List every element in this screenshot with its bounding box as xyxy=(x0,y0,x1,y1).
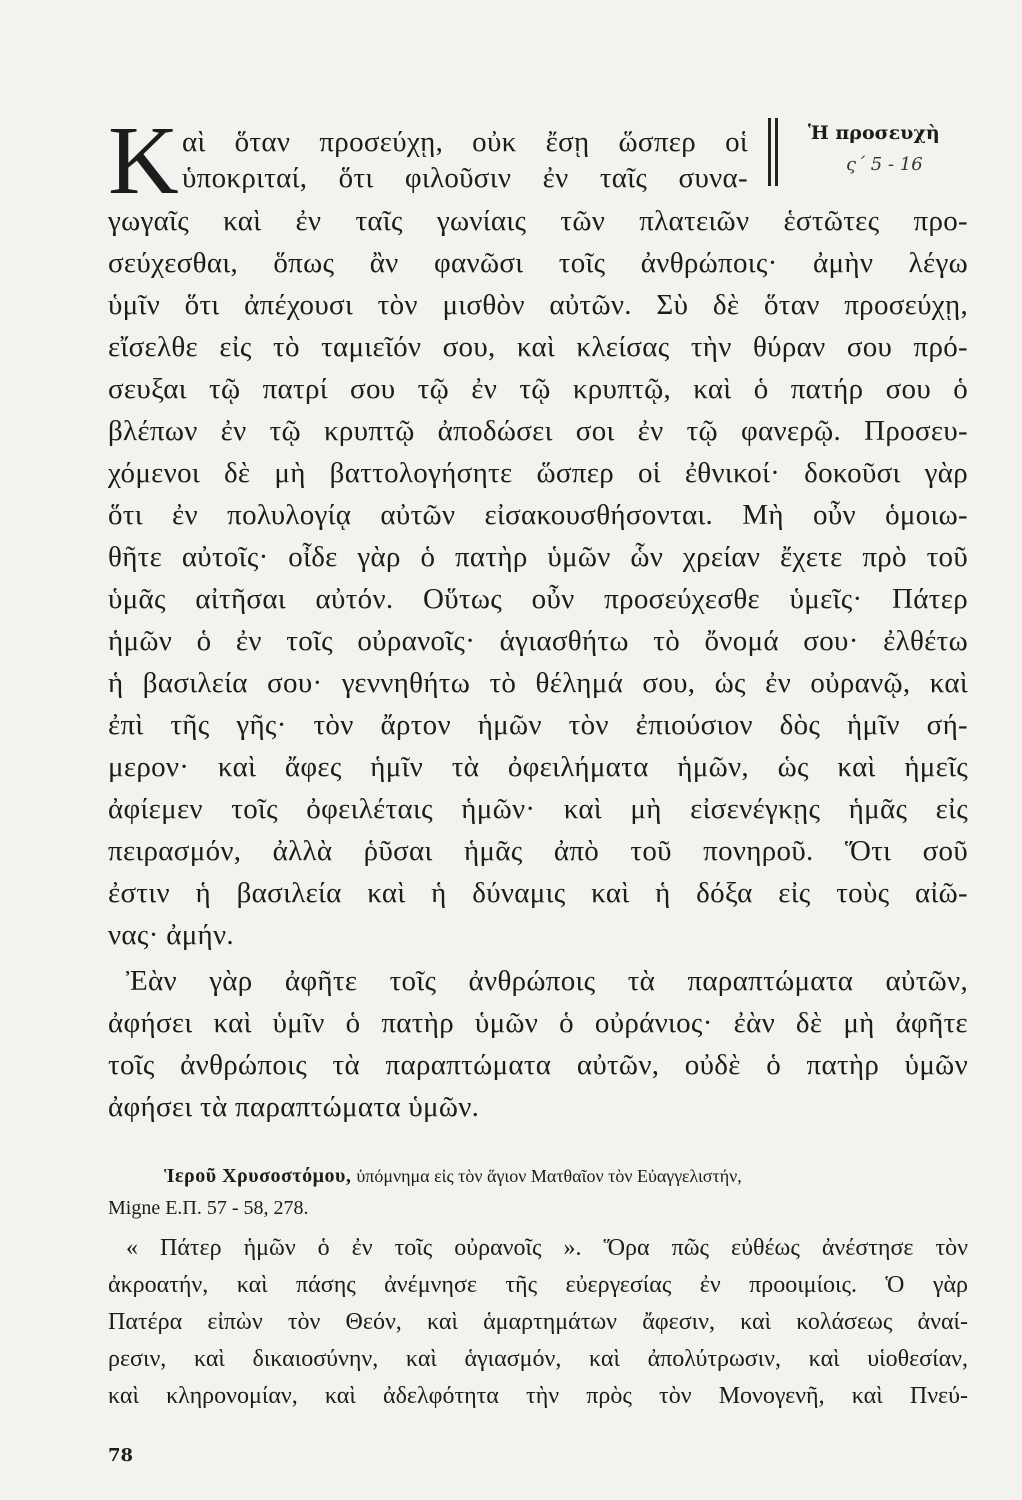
text-line: εἴσελθε εἰς τὸ ταμιεῖόν σου, καὶ κλείσας τὴν θύραν σου πρό- xyxy=(108,331,968,363)
text-line: ὑποκριταί, ὅτι φιλοῦσιν ἐν ταῖς συνα- xyxy=(182,162,748,194)
marginal-rule xyxy=(768,118,778,186)
text-line: ἀφήσει καὶ ὑμῖν ὁ πατὴρ ὑμῶν ὁ οὐράνιος· ἐὰν δὲ μὴ ἀφῆτε xyxy=(108,1007,968,1039)
text-line: μερον· καὶ ἄφες ἡμῖν τὰ ὀφειλήματα ἡμῶν, ὡς καὶ ἡμεῖς xyxy=(108,751,968,783)
marginal-title: Ἡ προσευχὴ xyxy=(808,122,940,144)
text-line: Ἐὰν γὰρ ἀφῆτε τοῖς ἀνθρώποις τὰ παραπτώματα αὐτῶν, xyxy=(126,965,968,997)
marginal-reference: ς΄ 5 - 16 xyxy=(846,154,923,175)
citation-author: Ἱεροῦ Χρυσοστόμου, xyxy=(164,1165,352,1187)
text-line: ἐστιν ἡ βασιλεία καὶ ἡ δύναμις καὶ ἡ δόξα εἰς τοὺς αἰῶ- xyxy=(108,877,968,909)
text-line: ἡ βασιλεία σου· γεννηθήτω τὸ θέλημά σου, ὡς ἐν οὐρανῷ, καὶ xyxy=(108,667,968,699)
commentary-line: ἀκροατήν, καὶ πάσης ἀνέμνησε τῆς εὐεργεσίας ἐν προοιμίοις. Ὁ γὰρ xyxy=(108,1272,968,1298)
commentary-line: καὶ κληρονομίαν, καὶ ἀδελφότητα τὴν πρὸς τὸν Μονογενῆ, καὶ Πνεύ- xyxy=(108,1383,968,1409)
text-line: γωγαῖς καὶ ἐν ταῖς γωνίαις τῶν πλατειῶν ἑστῶτες προ- xyxy=(108,205,968,237)
text-line: ὅτι ἐν πολυλογίᾳ αὐτῶν εἰσακουσθήσονται. Μὴ οὖν ὁμοιω- xyxy=(108,499,968,531)
commentary-line: « Πάτερ ἡμῶν ὁ ἐν τοῖς οὐρανοῖς ». Ὅρα πῶς εὐθέως ἀνέστησε τὸν xyxy=(126,1235,968,1261)
citation-source: Migne Ε.Π. 57 - 58, 278. xyxy=(108,1197,309,1219)
citation-work: ὑπόμνημα εἰς τὸν ἅγιον Ματθαῖον τὸν Εὐαγγελιστήν, xyxy=(356,1166,742,1186)
text-line: βλέπων ἐν τῷ κρυπτῷ ἀποδώσει σοι ἐν τῷ φανερῷ. Προσευ- xyxy=(108,415,968,447)
commentary-line: Πατέρα εἰπὼν τὸν Θεόν, καὶ ἁμαρτημάτων ἄφεσιν, καὶ κολάσεως ἀναί- xyxy=(108,1309,968,1335)
text-line: ἀφίεμεν τοῖς ὀφειλέταις ἡμῶν· καὶ μὴ εἰσενέγκῃς ἡμᾶς εἰς xyxy=(108,793,968,825)
text-line: ἐπὶ τῆς γῆς· τὸν ἄρτον ἡμῶν τὸν ἐπιούσιον δὸς ἡμῖν σή- xyxy=(108,709,968,741)
text-line: σεύχεσθαι, ὅπως ἂν φανῶσι τοῖς ἀνθρώποις· ἀμὴν λέγω xyxy=(108,247,968,279)
text-line: αὶ ὅταν προσεύχῃ, οὐκ ἔσῃ ὥσπερ οἱ xyxy=(182,126,748,158)
text-line: πειρασμόν, ἀλλὰ ῥῦσαι ἡμᾶς ἀπὸ τοῦ πονηροῦ. Ὅτι σοῦ xyxy=(108,835,968,867)
text-line: θῆτε αὐτοῖς· οἶδε γὰρ ὁ πατὴρ ὑμῶν ὧν χρείαν ἔχετε πρὸ τοῦ xyxy=(108,541,968,573)
text-line: ὑμᾶς αἰτῆσαι αὐτόν. Οὕτως οὖν προσεύχεσθε ὑμεῖς· Πάτερ xyxy=(108,583,968,615)
drop-cap: K xyxy=(108,107,179,215)
text-line: σευξαι τῷ πατρί σου τῷ ἐν τῷ κρυπτῷ, καὶ ὁ πατήρ σου ὁ xyxy=(108,373,968,405)
citation xyxy=(108,1160,968,1224)
commentary-line: ρεσιν, καὶ δικαιοσύνην, καὶ ἁγιασμόν, καὶ ἀπολύτρωσιν, καὶ υἱοθεσίαν, xyxy=(108,1346,968,1372)
text-line: νας· ἀμήν. xyxy=(108,919,234,951)
page-number: 78 xyxy=(108,1445,134,1466)
text-line: ὑμῖν ὅτι ἀπέχουσι τὸν μισθὸν αὐτῶν. Σὺ δὲ ὅταν προσεύχῃ, xyxy=(108,289,968,321)
text-line: ἀφήσει τὰ παραπτώματα ὑμῶν. xyxy=(108,1091,480,1123)
text-line: ἡμῶν ὁ ἐν τοῖς οὐρανοῖς· ἁγιασθήτω τὸ ὄνομά σου· ἐλθέτω xyxy=(108,625,968,657)
text-line: τοῖς ἀνθρώποις τὰ παραπτώματα αὐτῶν, οὐδὲ ὁ πατὴρ ὑμῶν xyxy=(108,1049,968,1081)
text-line: χόμενοι δὲ μὴ βαττολογήσητε ὥσπερ οἱ ἐθνικοί· δοκοῦσι γὰρ xyxy=(108,457,968,489)
